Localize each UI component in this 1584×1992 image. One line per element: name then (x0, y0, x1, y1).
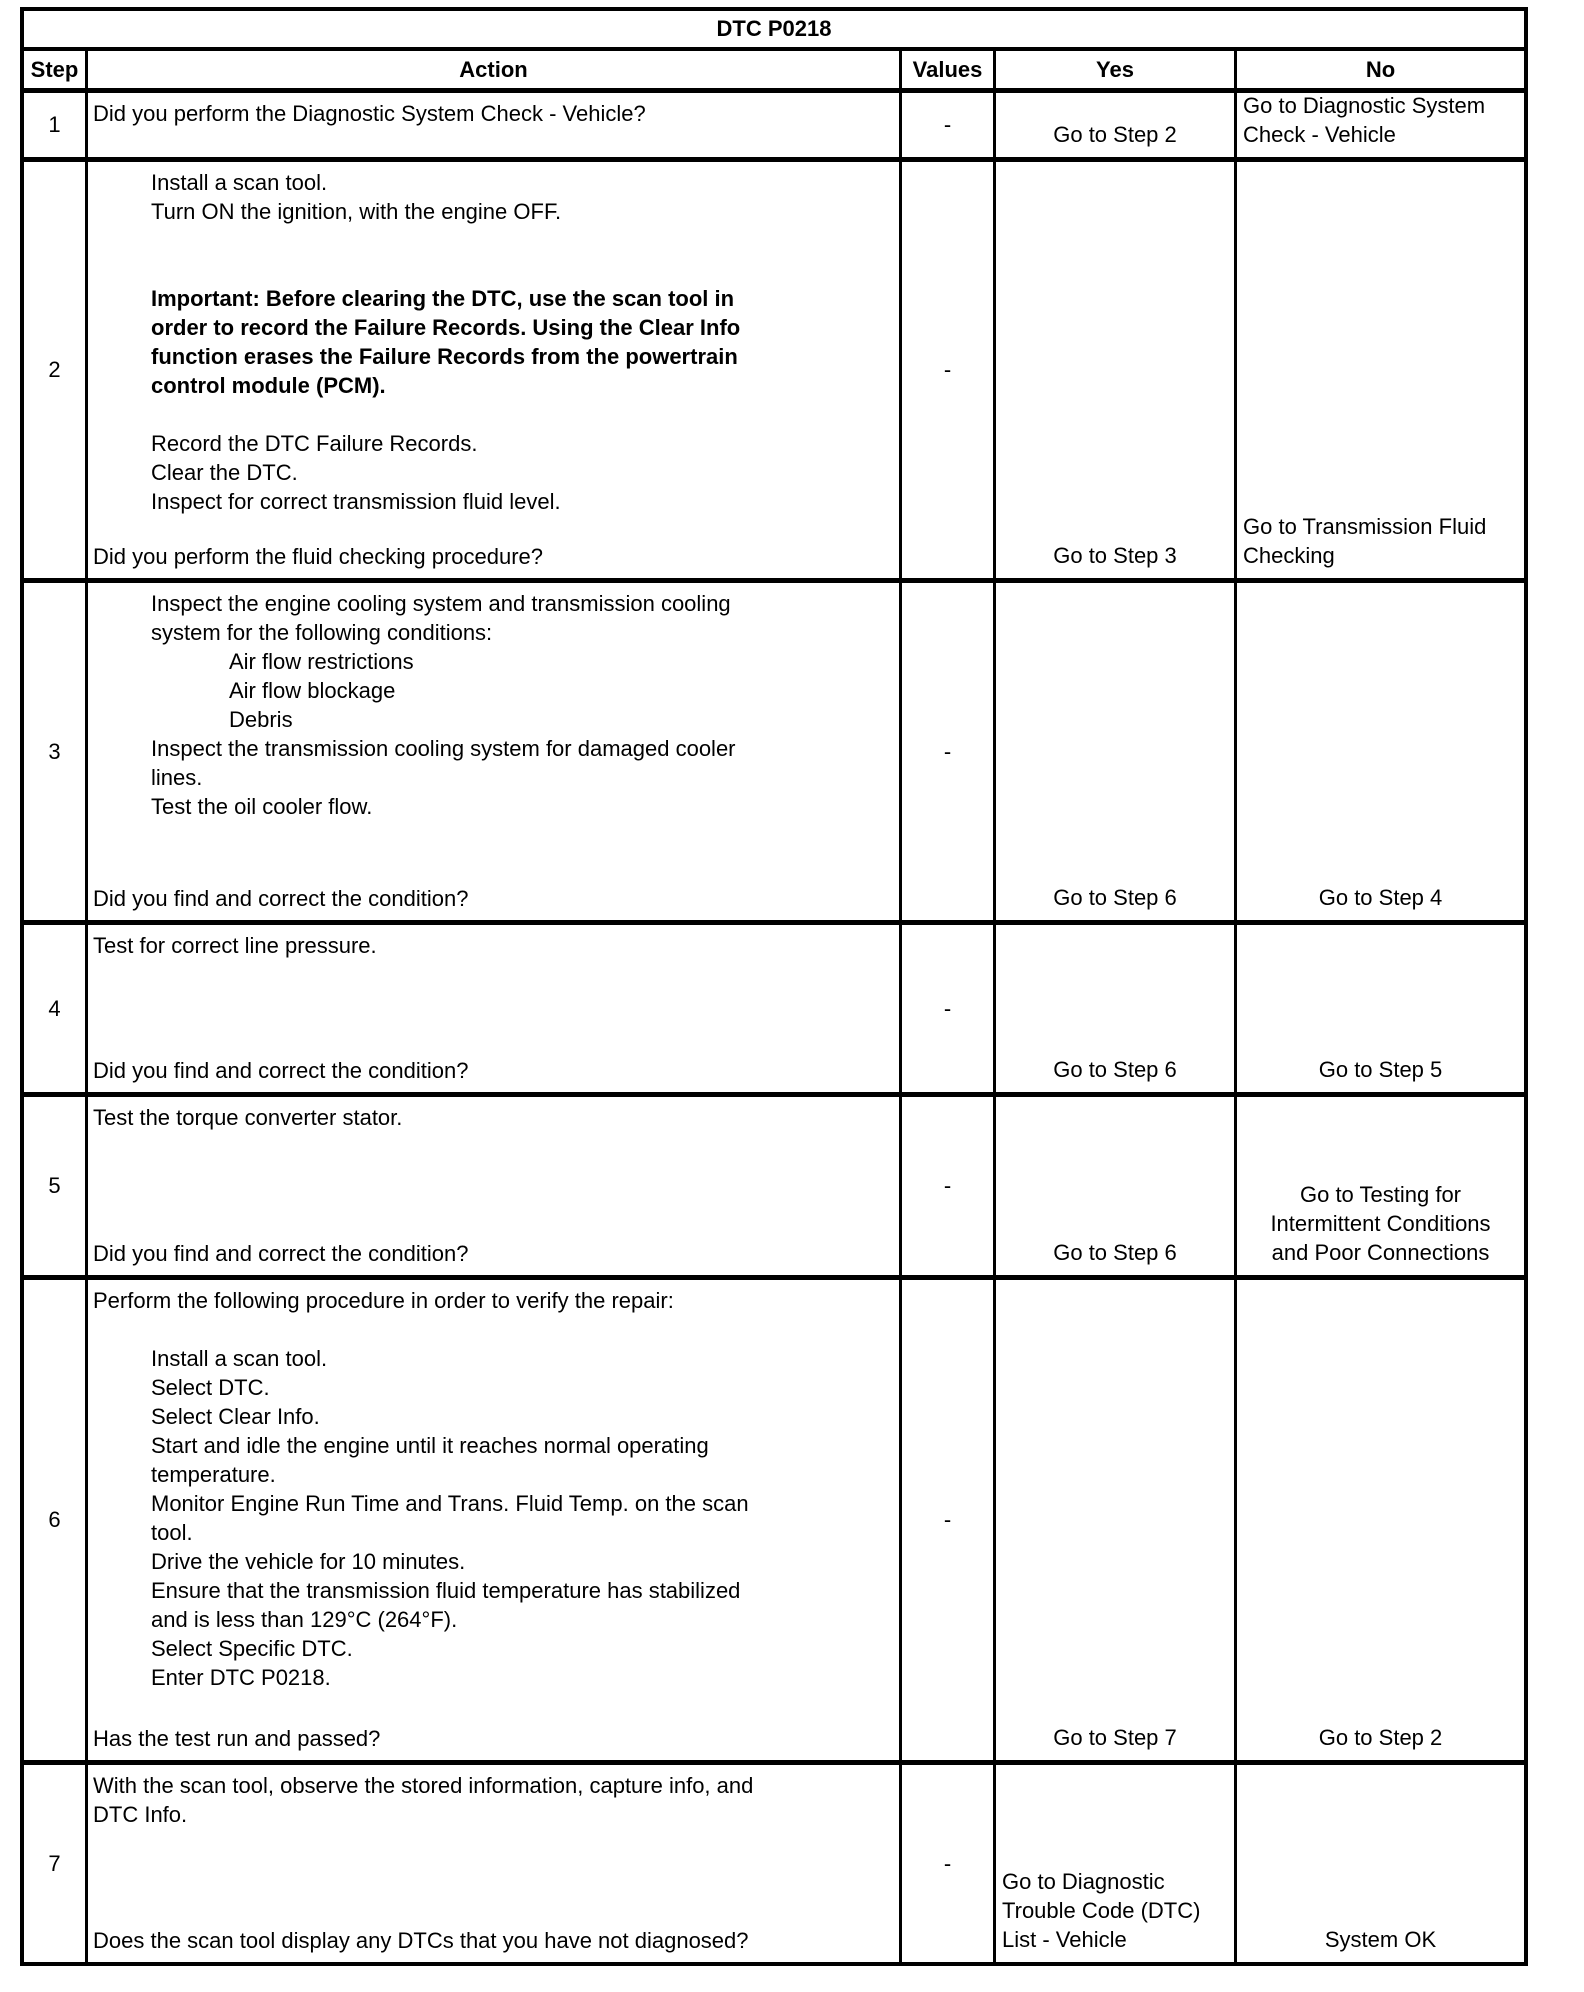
no-cell (1237, 583, 1524, 920)
action-line: Inspect the transmission cooling system for damaged cooler (151, 736, 736, 761)
table-body (24, 93, 1524, 1962)
no-cell (1237, 162, 1524, 578)
no-text-line: Go to Step 4 (1318, 885, 1443, 910)
action-line: Important: Before clearing the DTC, use the scan tool in (151, 286, 735, 311)
dtc-diagnostic-table (20, 7, 1528, 1966)
action-line: lines. (151, 765, 203, 790)
action-cell (88, 1097, 902, 1275)
yes-cell (996, 162, 1237, 578)
action-line: Select Clear Info. (151, 1404, 320, 1429)
action-cell (88, 583, 902, 920)
table-header (24, 51, 1524, 93)
step-number-cell: 6 (24, 1280, 88, 1760)
table-row (24, 1765, 1524, 1962)
table-row (24, 93, 1524, 162)
step-number-cell: 5 (24, 1097, 88, 1275)
table-row (24, 162, 1524, 583)
no-text-line: System OK (1324, 1927, 1437, 1952)
action-question: Did you find and correct the condition? (93, 1058, 469, 1083)
values-cell: - (902, 583, 996, 920)
no-text-line: Go to Diagnostic System (1243, 93, 1486, 118)
yes-text-line: Go to Step 6 (1053, 885, 1177, 910)
yes-cell (996, 93, 1237, 157)
action-instructions (93, 1286, 895, 1692)
no-text-line: and Poor Connections (1271, 1240, 1490, 1265)
action-cell (88, 93, 902, 157)
action-line: control module (PCM). (151, 373, 386, 398)
action-line: DTC Info. (93, 1802, 188, 1827)
values-cell: - (902, 1097, 996, 1275)
yes-cell (996, 1280, 1237, 1760)
yes-cell (996, 1765, 1237, 1962)
action-line: Test for correct line pressure. (93, 933, 377, 958)
column-header-action: Action (88, 51, 902, 88)
action-cell (88, 162, 902, 578)
action-line: Start and idle the engine until it reaches normal operating (151, 1433, 709, 1458)
action-line: Select Specific DTC. (151, 1636, 353, 1661)
step-number-cell: 3 (24, 583, 88, 920)
no-text-line: Check - Vehicle (1243, 122, 1396, 147)
column-header-step: Step (24, 51, 88, 88)
action-line: Inspect for correct transmission fluid level. (151, 489, 561, 514)
values-cell: - (902, 1765, 996, 1962)
table-row (24, 1097, 1524, 1280)
action-line: With the scan tool, observe the stored information, capture info, and (93, 1773, 754, 1798)
yes-text-line: Go to Step 7 (1053, 1725, 1177, 1750)
action-question: Did you perform the fluid checking procedure? (93, 544, 544, 569)
yes-cell (996, 925, 1237, 1092)
no-cell (1237, 1097, 1524, 1275)
yes-text-line: Go to Step 6 (1053, 1057, 1177, 1082)
action-instructions (93, 931, 895, 960)
action-line: Record the DTC Failure Records. (151, 431, 478, 456)
values-cell: - (902, 162, 996, 578)
no-cell (1237, 1765, 1524, 1962)
action-line: Ensure that the transmission fluid temperature has stabilized (151, 1578, 741, 1603)
action-line: function erases the Failure Records from the powertrain (151, 344, 738, 369)
table-row (24, 1280, 1524, 1765)
yes-cell (996, 583, 1237, 920)
table-row (24, 925, 1524, 1097)
no-cell (1237, 93, 1524, 157)
action-cell (88, 1280, 902, 1760)
table-title: DTC P0218 (24, 11, 1524, 51)
step-number-cell: 2 (24, 162, 88, 578)
action-line: Air flow restrictions (229, 649, 414, 674)
action-instructions (93, 589, 895, 821)
no-text-line: Go to Step 2 (1318, 1725, 1443, 1750)
action-line: Clear the DTC. (151, 460, 298, 485)
step-number-cell: 4 (24, 925, 88, 1092)
no-text-line: Go to Step 5 (1318, 1057, 1443, 1082)
action-line: Select DTC. (151, 1375, 270, 1400)
no-text-line: Checking (1243, 543, 1335, 568)
action-cell (88, 1765, 902, 1962)
action-line: Test the oil cooler flow. (151, 794, 373, 819)
action-question: Does the scan tool display any DTCs that you have not diagnosed? (93, 1928, 749, 1953)
yes-text-line: Go to Step 6 (1053, 1240, 1177, 1265)
action-line: tool. (151, 1520, 193, 1545)
column-header-yes: Yes (996, 51, 1237, 88)
no-text-line: Intermittent Conditions (1270, 1211, 1491, 1236)
no-cell (1237, 925, 1524, 1092)
action-line: temperature. (151, 1462, 276, 1487)
action-line: Debris (229, 707, 293, 732)
step-number-cell: 7 (24, 1765, 88, 1962)
no-text-line: Go to Transmission Fluid (1243, 514, 1487, 539)
action-cell (88, 925, 902, 1092)
values-cell: - (902, 925, 996, 1092)
action-line: and is less than 129°C (264°F). (151, 1607, 458, 1632)
yes-text-line: Go to Diagnostic (1002, 1869, 1165, 1894)
yes-text-line: Go to Step 3 (1053, 543, 1177, 568)
action-instructions (93, 1103, 895, 1132)
action-line: Install a scan tool. (151, 1346, 328, 1371)
action-line: system for the following conditions: (151, 620, 493, 645)
yes-cell (996, 1097, 1237, 1275)
action-line: Turn ON the ignition, with the engine OFF. (151, 199, 562, 224)
action-instructions (93, 168, 895, 516)
action-line: Perform the following procedure in order to verify the repair: (93, 1288, 674, 1313)
yes-text-line: List - Vehicle (1002, 1927, 1127, 1952)
values-cell: - (902, 93, 996, 157)
step-number-cell: 1 (24, 93, 88, 157)
action-line: Air flow blockage (229, 678, 396, 703)
action-line: Drive the vehicle for 10 minutes. (151, 1549, 466, 1574)
action-line: Install a scan tool. (151, 170, 328, 195)
yes-text-line: Trouble Code (DTC) (1002, 1898, 1201, 1923)
action-instructions (93, 99, 895, 128)
action-line: Did you perform the Diagnostic System Check - Vehicle? (93, 101, 646, 126)
action-question: Has the test run and passed? (93, 1726, 381, 1751)
column-header-no: No (1365, 56, 1396, 82)
action-line: Test the torque converter stator. (93, 1105, 403, 1130)
action-question: Did you find and correct the condition? (93, 1241, 469, 1266)
action-line: Monitor Engine Run Time and Trans. Fluid Temp. on the scan (151, 1491, 749, 1516)
table-row (24, 583, 1524, 925)
values-cell: - (902, 1280, 996, 1760)
yes-text-line: Go to Step 2 (1053, 122, 1177, 147)
action-line: Enter DTC P0218. (151, 1665, 331, 1690)
no-cell (1237, 1280, 1524, 1760)
no-text-line: Go to Testing for (1299, 1182, 1461, 1207)
action-question: Did you find and correct the condition? (93, 886, 469, 911)
column-header-values: Values (902, 51, 996, 88)
action-instructions (93, 1771, 895, 1829)
action-line: Inspect the engine cooling system and transmission cooling (151, 591, 731, 616)
action-line: order to record the Failure Records. Using the Clear Info (151, 315, 741, 340)
